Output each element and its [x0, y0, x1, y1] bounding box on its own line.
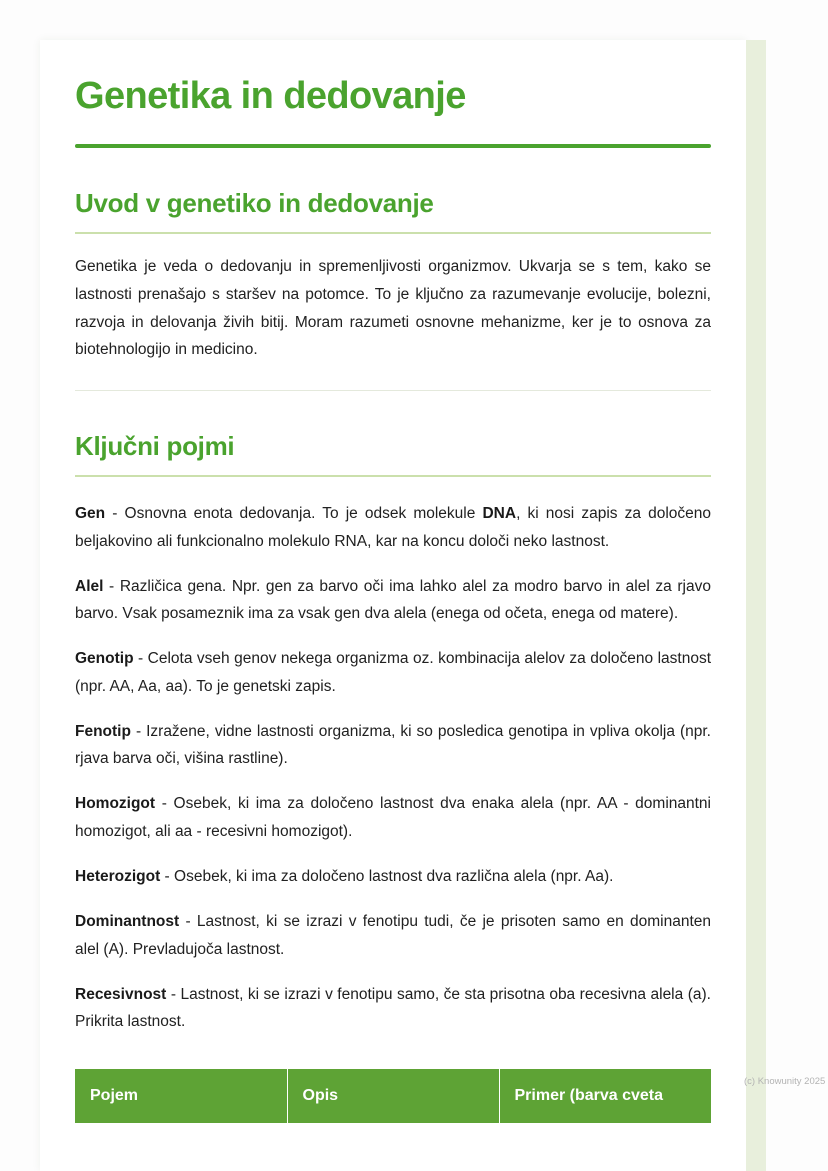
terms-table-header-row	[75, 1069, 711, 1123]
section-intro	[75, 188, 711, 365]
intro-paragraph: Genetika je veda o dedovanju in spremenljivosti organizmov. Ukvarja se s tem, kako se lastnosti prenašajo s staršev na potomce. To je ključno za razumevanje evolucije, bolezni, razvoja in delovanja živih bitij. Moram razumeti osnovne mehanizme, ker je to osnova za biotehnologijo in medicino.	[75, 257, 711, 359]
table-header-pojem: Pojem	[75, 1069, 287, 1123]
terms-table-header	[75, 1069, 711, 1123]
term-alel: Alel	[75, 577, 104, 595]
section-key-terms	[75, 431, 711, 1123]
watermark: (c) Knowunity 2025	[744, 1076, 826, 1087]
definition-heterozigot	[75, 863, 711, 890]
term-genotip: Genotip	[75, 650, 134, 668]
term-recesivnost: Recesivnost	[75, 985, 167, 1003]
definition-text: - Različica gena. Npr. gen za barvo oči ima lahko alel za modro barvo in alel za rjavo barvo. Vsak posameznik ima za vsak gen dva alela (enega od očeta, enega od matere).	[75, 577, 711, 623]
inline-bold-dna: DNA	[482, 505, 517, 523]
definition-text: - Osnovna enota dedovanja. To je odsek molekule	[105, 505, 483, 523]
definition-dominantnost	[75, 908, 711, 963]
definition-text: - Osebek, ki ima za določeno lastnost dva enaka alela (npr. AA - dominantni homozigot, ali aa - recesivni homozigot).	[75, 795, 711, 840]
table-header-opis: Opis	[287, 1069, 499, 1123]
section-heading-key-terms: Ključni pojmi	[75, 431, 235, 462]
definition-genotip	[75, 645, 711, 700]
title-rule	[75, 144, 711, 148]
page-title: Genetika in dedovanje	[75, 75, 466, 117]
term-fenotip: Fenotip	[75, 722, 131, 740]
definition-homozigot	[75, 790, 711, 845]
definition-text: - Lastnost, ki se izrazi v fenotipu tudi, če je prisoten samo en dominanten alel (A). Prevladujoča lastnost.	[75, 913, 711, 958]
term-dominantnost: Dominantnost	[75, 913, 180, 931]
definition-text: - Lastnost, ki se izrazi v fenotipu samo, če sta prisotna oba recesivna alela (a). Prikrita lastnost.	[75, 985, 711, 1031]
page-edge-strip	[746, 40, 766, 1171]
definition-gen	[75, 500, 711, 555]
definition-fenotip	[75, 718, 711, 773]
definition-text: - Celota vseh genov nekega organizma oz. kombinacija alelov za določeno lastnost (npr. AA, Aa, aa). To je genetski zapis.	[75, 650, 711, 695]
definition-recesivnost	[75, 981, 711, 1036]
term-heterozigot: Heterozigot	[75, 868, 161, 886]
definition-text: , ki nosi zapis za določeno beljakovino ali funkcionalno molekulo RNA, kar na koncu določi neko lastnost.	[75, 505, 712, 550]
definition-alel	[75, 573, 711, 628]
table-header-primer: Primer (barva cveta	[499, 1069, 711, 1123]
section-divider	[75, 390, 711, 391]
definition-text: - Izražene, vidne lastnosti organizma, ki so posledica genotipa in vpliva okolja (npr. rjava barva oči, višina rastline).	[75, 722, 711, 768]
key-terms-heading-rule	[75, 475, 711, 477]
term-gen: Gen	[75, 505, 106, 523]
terms-table	[75, 1069, 711, 1123]
section-heading-intro: Uvod v genetiko in dedovanje	[75, 187, 434, 218]
term-homozigot: Homozigot	[75, 795, 156, 813]
document-page	[40, 40, 746, 1171]
intro-heading-rule	[75, 232, 711, 234]
definition-text: - Osebek, ki ima za določeno lastnost dva različna alela (npr. Aa).	[160, 868, 614, 886]
